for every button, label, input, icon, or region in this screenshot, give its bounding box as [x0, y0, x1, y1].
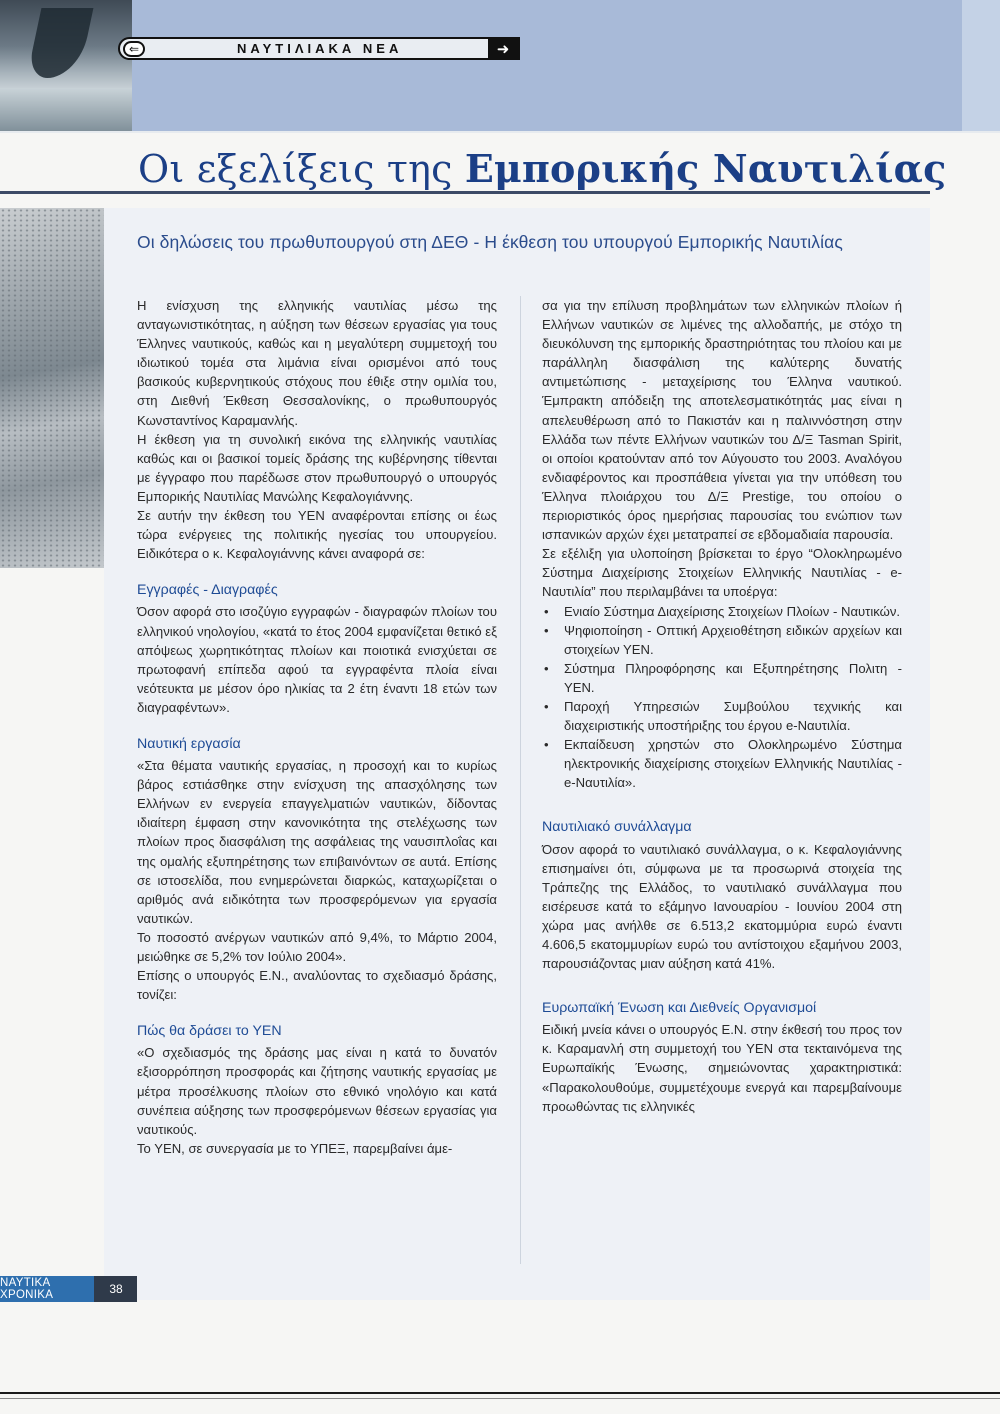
section-heading: Πώς θα δράσει το ΥΕΝ	[137, 1023, 282, 1040]
page-number: 38	[109, 1282, 123, 1296]
section-heading: Ναυτιλιακό συνάλλαγμα	[542, 819, 692, 836]
paragraph: Το ποσοστό ανέργων ναυτικών από 9,4%, το Μάρτιο 2004, μειώθηκε σε 5,2% τον Ιούλιο 2004».	[137, 929, 497, 964]
header-photo	[0, 0, 132, 132]
right-column	[542, 296, 902, 1116]
magazine-name: ΝΑΥΤΙΚΑ ΧΡΟΝΙΚΑ	[0, 1276, 94, 1302]
bottom-rule	[0, 1392, 1000, 1394]
city-photo	[0, 208, 104, 568]
photo-texture	[0, 208, 104, 568]
title-rule	[0, 191, 930, 194]
paragraph: «Στα θέματα ναυτικής εργασίας, η προσοχή και το κυρίως βάρος εστιάσθηκε στην ενίσχυση της απασχόλησης των Ελλήνων εν ενεργεία επαγγελματιών ναυτικών, δίδοντας ιδιαίτερη έμφαση στην κανονικότητα της στελέχωσης των πλοίων προς διασφάλιση της ασφάλειας της ναυσιπλοΐας και της ομαλής εξυπηρέτησης των επιβαινόντων σε αυτά. Επίσης σε ιστοσελίδα, που ενημερώνεται διαρκώς, καταχωρίζεται ο αριθμός ανά ειδικότητα των προσφερόμενων για εργασία ναυτικών.	[137, 758, 497, 926]
section-label: ΝΑΥΤΙΛΙΑΚΑ ΝΕΑ	[237, 41, 403, 56]
section-heading: Εγγραφές - Διαγραφές	[137, 582, 278, 599]
list-item: • Παροχή Υπηρεσιών Συμβούλου τεχνικής και διαχειριστικής υποστήριξης του έργου e-Ναυτιλία.	[564, 697, 902, 735]
water-shape	[0, 88, 132, 132]
section-bar	[118, 37, 520, 60]
list-item: • Εκπαίδευση χρηστών στο Ολοκληρωμένο Σύστημα ηλεκτρονικής διαχείρισης στοιχείων Ελληνικής Ναυτιλίας - e-Ναυτιλία».	[564, 735, 902, 792]
sail-shape	[27, 8, 94, 78]
paragraph: Η έκθεση για τη συνολική εικόνα της ελληνικής ναυτιλίας καθώς και οι βασικοί τομείς δράσης της κυβέρνησης τίθενται με έγγραφο που παρέδωσε στον πρωθυπουργό ο υπουργός Εμπορικής Ναυτιλίας Μανώλης Κεφαλογιάννης.	[137, 431, 497, 504]
paragraph: «Ο σχεδιασμός της δράσης μας είναι η κατά το δυνατόν εξισορρόπηση προσφοράς και ζήτησης ναυτικής εργασίας με μέτρα προσέλκυσης πλοίων στο εθνικό νηολόγιο και κατά συνέπεια αύξησης των προσφερόμενων θέσεων εργασίας για ναυτικούς.	[137, 1045, 497, 1137]
paragraph: Ειδική μνεία κάνει ο υπουργός Ε.Ν. στην έκθεσή του προς τον κ. Καραμανλή στη συμμετοχή του ΥΕΝ στα τεκταινόμενα της Ευρωπαϊκής Ένωσης, σημειώνοντας χαρακτηριστικά: «Παρακολουθούμε, συμμετέχουμε ενεργά και παρεμβαίνουμε προωθώντας τις ελληνικές	[542, 1022, 902, 1114]
right-arrow-icon: ➜	[488, 37, 518, 60]
paragraph: Σε εξέλιξη για υλοποίηση βρίσκεται το έργο “Ολοκληρωμένο Σύστημα Διαχείρισης Στοιχείων Ελληνικής Ναυτιλίας - e-Ναυτιλία” που περιλαμβάνει τα υποέργα:	[542, 546, 902, 600]
article-subtitle: Οι δηλώσεις του πρωθυπουργού στη ΔΕΘ - Η έκθεση του υπουργού Εμπορικής Ναυτιλίας	[137, 232, 843, 252]
bottom-rule-thin	[0, 1398, 1000, 1399]
paragraph: Σε αυτήν την έκθεση του ΥΕΝ αναφέρονται επίσης οι έως τώρα ενέργειες της πολιτικής ηγεσίας του υπουργείου. Ειδικότερα ο κ. Κεφαλογιάννης κάνει αναφορά σε:	[137, 508, 497, 562]
list-item: • Σύστημα Πληροφόρησης και Εξυπηρέτησης Πολιτη - ΥΕΝ.	[564, 659, 902, 697]
article-title	[138, 146, 946, 191]
subproject-list	[542, 602, 902, 793]
list-item: • Ψηφιοποίηση - Οπτική Αρχειοθέτηση ειδικών αρχείων και στοιχείων ΥΕΝ.	[564, 621, 902, 659]
paragraph: Όσον αφορά το ναυτιλιακό συνάλλαγμα, ο κ. Κεφαλογιάννης επισημαίνει ότι, σύμφωνα με τα προσωρινά στοιχεία της Τράπεζης της Ελλάδος, το ναυτιλιακό συνάλλαγμα που εισέρευσε κατά το εξάμηνο Ιανουαρίου - Ιουνίου 2004 στη χώρα μας ανήλθε σε 6.513,2 εκατομμύρια ευρώ έναντι 4.606,5 εκατομμυρίων ευρώ του αντίστοιχου εξαμήνου 2003, παρουσιάζοντας μιαν αύξηση κατά 41%.	[542, 841, 902, 972]
header-band	[132, 0, 1000, 132]
left-column	[137, 296, 497, 1158]
paragraph: Η ενίσχυση της ελληνικής ναυτιλίας μέσω της ανταγωνιστικότητας, η αύξηση των θέσεων εργασίας για τους Έλληνες ναυτικούς, καθώς και η μεγαλύτερη συμμετοχή του ιδιωτικού τομέα στα λιμάνια είναι ορισμένοι από τους βασικούς κυβερνητικούς στόχους που έθιξε στην ομιλία του, στη Διεθνή Έκθεση Θεσσαλονίκης, ο πρωθυπουργός Κωνσταντίνος Καραμανλής.	[137, 298, 497, 428]
paragraph: σα για την επίλυση προβλημάτων των ελληνικών πλοίων ή Ελλήνων ναυτικών σε λιμένες της αλλοδαπής, με στόχο τη διευκόλυνση της εμπορικής δραστηριότητας του πλοίου και με παράλληλη διασφάλιση της καλύτερης δυνατής αντιμετώπισης - μεταχείρισης του Έλληνα ναυτικού. Έμπρακτη απόδειξη της αποτελεσματικότητάς μας είναι η απελευθέρωση από το Πακιστάν και η παλιννόστηση στην Ελλάδα των πέντε Ελλήνων ναυτικών του Δ/Ξ Tasman Spirit, οι οποίοι κρατούνταν από τον Αύγουστο του 2003. Αναλόγου ενδιαφέροντος και προσπάθεια γίνεται για την υπόθεση του Έλληνα πλοιάρχου του Δ/Ξ Prestige, του οποίου ο περιοριστικός όρος ημερήσιας παρουσίας του ενώπιον των ισπανικών αρχών έχει μετατραπεί σε εβδομαδιαία παρουσία.	[542, 298, 902, 543]
left-arrow-icon: ⇐	[123, 41, 145, 57]
title-part-1: Οι εξελίξεις της	[138, 147, 465, 191]
paragraph: Όσον αφορά στο ισοζύγιο εγγραφών - διαγραφών πλοίων του ελληνικού νηολογίου, «κατά το έτος 2004 εμφανίζεται θετικό εξ απόψεως χωρητικότητας πλοίων και ποιοτικά ενισχύεται σε πρωτοφανή επίπεδα αφού τα εγγραφέντα πλοία είναι νεότευκτα με μέσον όρο ηλικίας τα 2 έτη έναντι 18 ετών των διαγραφέντων».	[137, 604, 497, 715]
paragraph: Το ΥΕΝ, σε συνεργασία με το ΥΠΕΞ, παρεμβαίνει άμε-	[137, 1140, 453, 1156]
header-divider	[0, 131, 1000, 133]
paragraph: Επίσης ο υπουργός Ε.Ν., αναλύοντας το σχεδιασμό δράσης, τονίζει:	[137, 968, 497, 1003]
section-heading: Ναυτική εργασία	[137, 735, 241, 752]
header-right-strip	[962, 0, 1000, 132]
list-item: • Ενιαίο Σύστημα Διαχείρισης Στοιχείων Πλοίων - Ναυτικών.	[564, 602, 902, 621]
section-heading: Ευρωπαϊκή Ένωση και Διεθνείς Οργανισμοί	[542, 1000, 817, 1017]
column-divider	[520, 296, 521, 1264]
title-part-2: Εμπορικής Ναυτιλίας	[464, 146, 947, 191]
